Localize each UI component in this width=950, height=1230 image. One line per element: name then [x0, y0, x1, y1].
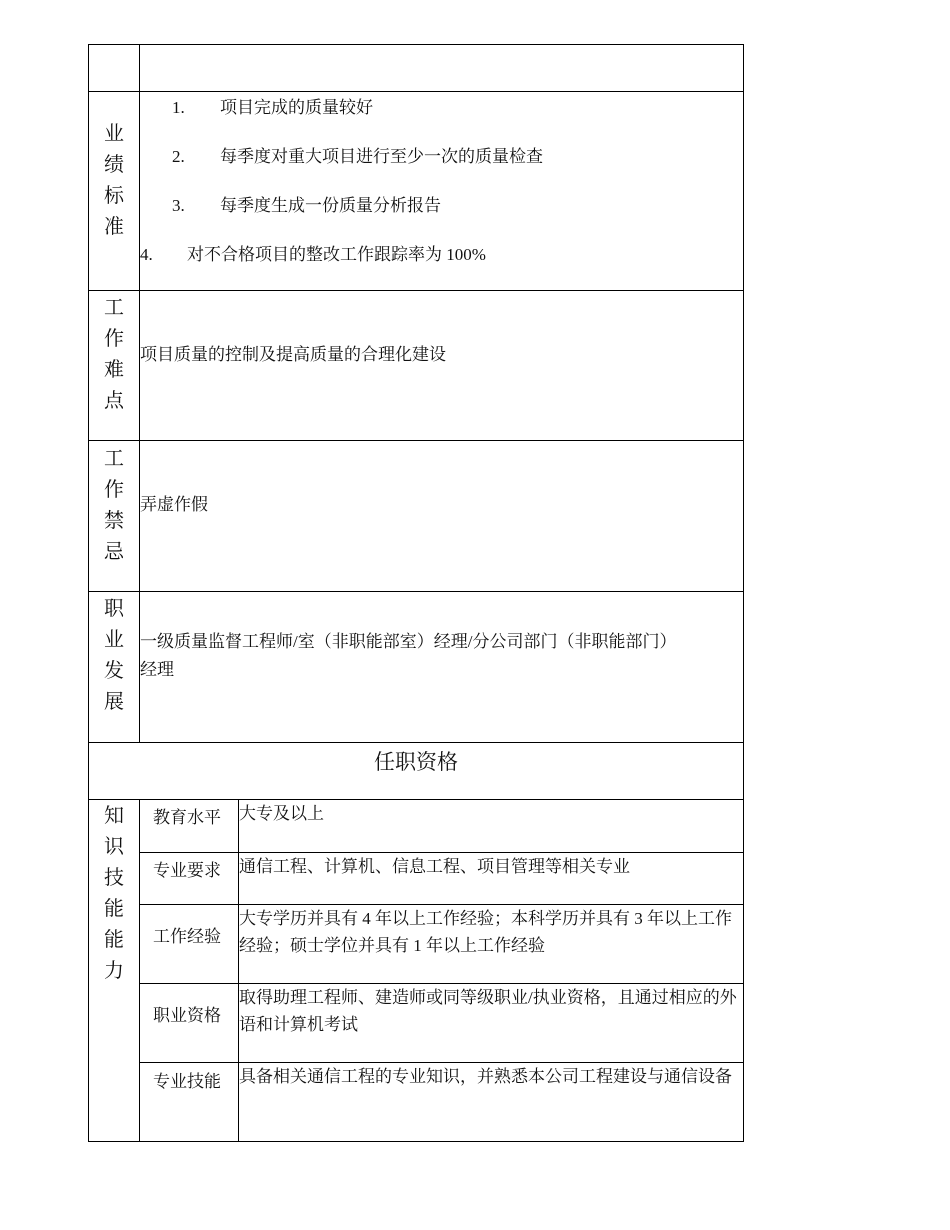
career-development-line-1: 一级质量监督工程师/室（非职能部室）经理/分公司部门（非职能部门）: [140, 632, 677, 651]
major-value: 通信工程、计算机、信息工程、项目管理等相关专业: [239, 857, 630, 876]
certification-value: 取得助理工程师、建造师或同等级职业/执业资格，且通过相应的外语和计算机考试: [239, 988, 737, 1034]
standard-item-1: 1. 项目完成的质量较好: [172, 98, 373, 117]
experience-value: 大专学历并具有 4 年以上工作经验；本科学历并具有 3 年以上工作经验；硕士学位并具有 1 年以上工作经验: [239, 909, 732, 955]
certification-name: 职业资格: [153, 1006, 221, 1025]
experience-name: 工作经验: [153, 927, 221, 946]
performance-standard-label: 业 绩 标 准: [104, 123, 124, 238]
education-value: 大专及以上: [239, 804, 324, 823]
standard-item-4: 4. 对不合格项目的整改工作跟踪率为 100%: [140, 245, 486, 264]
qualifications-heading: 任职资格: [374, 750, 458, 774]
knowledge-skills-label: 知 识 技 能 能 力: [104, 805, 124, 982]
work-difficulty-text: 项目质量的控制及提高质量的合理化建设: [140, 345, 446, 364]
work-taboo-text: 弄虚作假: [140, 495, 208, 514]
standard-item-2: 2. 每季度对重大项目进行至少一次的质量检查: [172, 147, 543, 166]
work-taboo-content-cell: [139, 440, 744, 592]
work-taboo-label: 工 作 禁 忌: [104, 448, 124, 563]
major-name: 专业要求: [153, 861, 221, 880]
skills-value: 具备相关通信工程的专业知识，并熟悉本公司工程建设与通信设备: [239, 1067, 732, 1086]
career-development-label: 职 业 发 展: [104, 598, 124, 713]
top-content-cell: [139, 44, 744, 92]
standard-item-3: 3. 每季度生成一份质量分析报告: [172, 196, 441, 215]
top-label-cell: [88, 44, 140, 92]
work-difficulty-label: 工 作 难 点: [104, 297, 124, 412]
education-name: 教育水平: [153, 808, 221, 827]
career-development-line-2: 经理: [140, 660, 174, 679]
career-development-content-cell: [139, 591, 744, 743]
skills-name: 专业技能: [153, 1072, 221, 1091]
